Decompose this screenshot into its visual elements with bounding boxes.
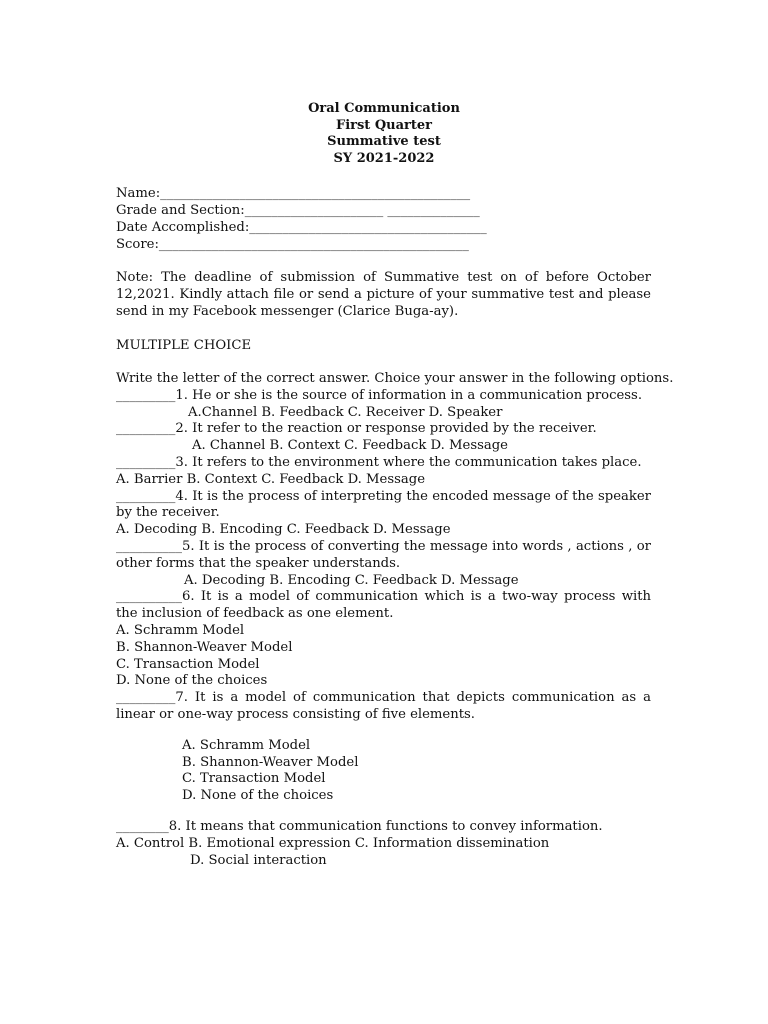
date-accomplished-field: Date Accomplished:____________________________________ bbox=[116, 220, 487, 235]
question-4-options: A. Decoding B. Encoding C. Feedback D. Message bbox=[116, 522, 451, 538]
section-title: MULTIPLE CHOICE bbox=[116, 338, 252, 353]
grade-section-field: Grade and Section:_____________________ ______________ bbox=[116, 203, 480, 218]
questions-body bbox=[116, 371, 674, 869]
question-1-options: A.Channel B. Feedback C. Receiver D. Speaker bbox=[188, 404, 503, 420]
question-7-option-c: C. Transaction Model bbox=[182, 771, 326, 787]
question-7-option-b: B. Shannon-Weaver Model bbox=[182, 754, 359, 770]
title-subject: Oral Communication bbox=[308, 101, 460, 116]
instructions: Write the letter of the correct answer. Choice your answer in the following options. bbox=[116, 371, 674, 386]
question-3-options: A. Barrier B. Context C. Feedback D. Message bbox=[116, 471, 426, 487]
question-2-options: A. Channel B. Context C. Feedback D. Message bbox=[192, 438, 508, 454]
question-6-option-c: C. Transaction Model bbox=[116, 656, 260, 672]
title-quarter: First Quarter bbox=[335, 117, 433, 133]
question-4-stem: _________4. It is the process of interpreting the encoded message of the speaker by the receiver. bbox=[116, 488, 651, 521]
question-8-stem: ________8. It means that communication functions to convey information. bbox=[116, 818, 603, 834]
question-6-option-d: D. None of the choices bbox=[116, 673, 268, 689]
question-6-option-a: A. Schramm Model bbox=[116, 622, 245, 638]
student-info-fields bbox=[116, 185, 487, 253]
spacer bbox=[116, 805, 651, 819]
title-test-type: Summative test bbox=[327, 134, 441, 150]
question-7-option-a: A. Schramm Model bbox=[182, 737, 311, 753]
question-7-stem: _________7. It is a model of communication that depicts communication as a linear or one-way process consisting of five elements. bbox=[116, 690, 651, 722]
question-6-option-b: B. Shannon-Weaver Model bbox=[116, 639, 293, 655]
question-8-options-line1: A. Control B. Emotional expression C. Information dissemination bbox=[116, 835, 550, 851]
score-field: Score:_______________________________________________ bbox=[116, 237, 469, 252]
question-5-stem: __________5. It is the process of converting the message into words , actions , or other forms that the speaker understands. bbox=[116, 538, 651, 571]
question-2-stem: _________2. It refer to the reaction or response provided by the receiver. bbox=[116, 421, 597, 437]
submission-note: Note: The deadline of submission of Summative test on of before October 12,2021. Kindly attach file or send a picture of your summative test and please send in my Facebook messenger (Clarice Buga-ay). bbox=[116, 270, 651, 319]
question-3-stem: _________3. It refers to the environment where the communication takes place. bbox=[116, 454, 642, 470]
question-6-stem: __________6. It is a model of communication which is a two-way process with the inclusion of feedback as one element. bbox=[116, 589, 651, 622]
name-field: Name:_______________________________________________ bbox=[116, 186, 471, 201]
document-title bbox=[0, 101, 768, 168]
question-1-stem: _________1. He or she is the source of information in a communication process. bbox=[116, 387, 643, 403]
question-8-options-line2: D. Social interaction bbox=[190, 852, 327, 868]
spacer bbox=[116, 724, 651, 738]
question-5-options: A. Decoding B. Encoding C. Feedback D. Message bbox=[184, 572, 519, 588]
question-7-option-d: D. None of the choices bbox=[182, 788, 334, 804]
title-school-year: SY 2021-2022 bbox=[333, 151, 435, 167]
